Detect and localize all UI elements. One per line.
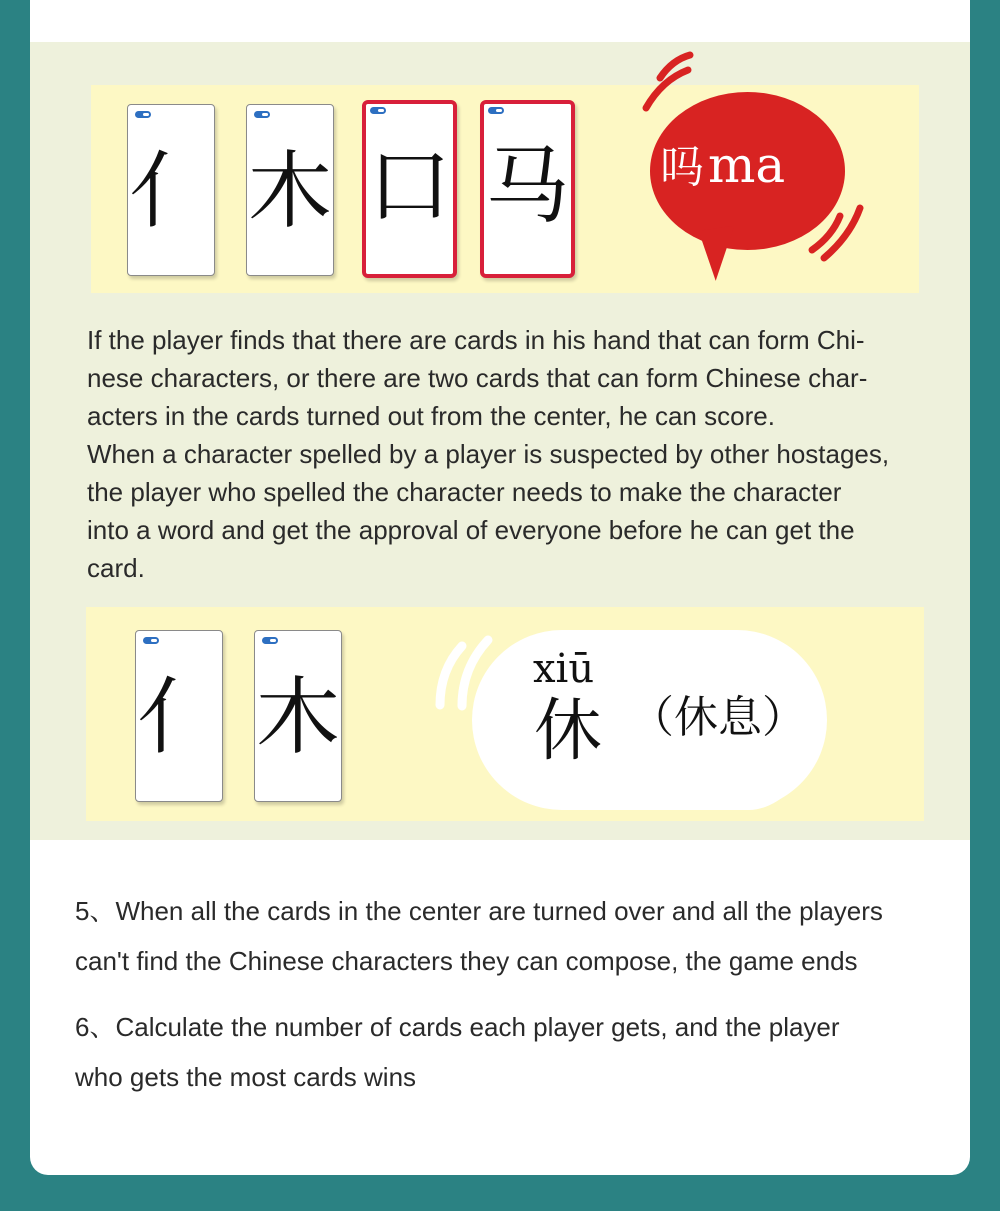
card-glyph: 口 (367, 137, 452, 235)
card-glyph: 亻 (136, 668, 221, 766)
card-glyph: 木 (255, 668, 340, 766)
card-glyph: 木 (247, 142, 332, 240)
bubble-word: （休息） (630, 692, 806, 743)
paragraph-line: the player who spelled the character needs to make the character (87, 477, 842, 507)
paragraph-line: nese characters, or there are two cards that can form Chinese char- (87, 363, 868, 393)
bubble-hanzi: 吗 (660, 142, 704, 193)
paragraph-line: into a word and get the approval of everyone before he can get the (87, 515, 855, 545)
paragraph-line: If the player finds that there are cards in his hand that can form Chi- (87, 325, 865, 355)
paragraph-line: When a character spelled by a player is suspected by other hostages, (87, 439, 890, 469)
paragraph-line: card. (87, 553, 145, 583)
paragraph-line: acters in the cards turned out from the center, he can score. (87, 401, 775, 431)
bubble-pinyin: ma (708, 136, 786, 194)
bubble-hanzi: 休 (534, 692, 603, 771)
rule-line: 5、When all the cards in the center are turned over and all the players (75, 896, 883, 926)
rule-6 (75, 1002, 955, 1102)
rule-line: who gets the most cards wins (75, 1062, 417, 1092)
rule-5 (75, 886, 955, 986)
card-glyph: 马 (485, 137, 570, 235)
rule-line: 6、Calculate the number of cards each player gets, and the player (75, 1012, 840, 1042)
bubble-pinyin: xiū (533, 646, 595, 692)
card-glyph: 亻 (128, 142, 213, 240)
rule-line: can't find the Chinese characters they can compose, the game ends (75, 946, 858, 976)
